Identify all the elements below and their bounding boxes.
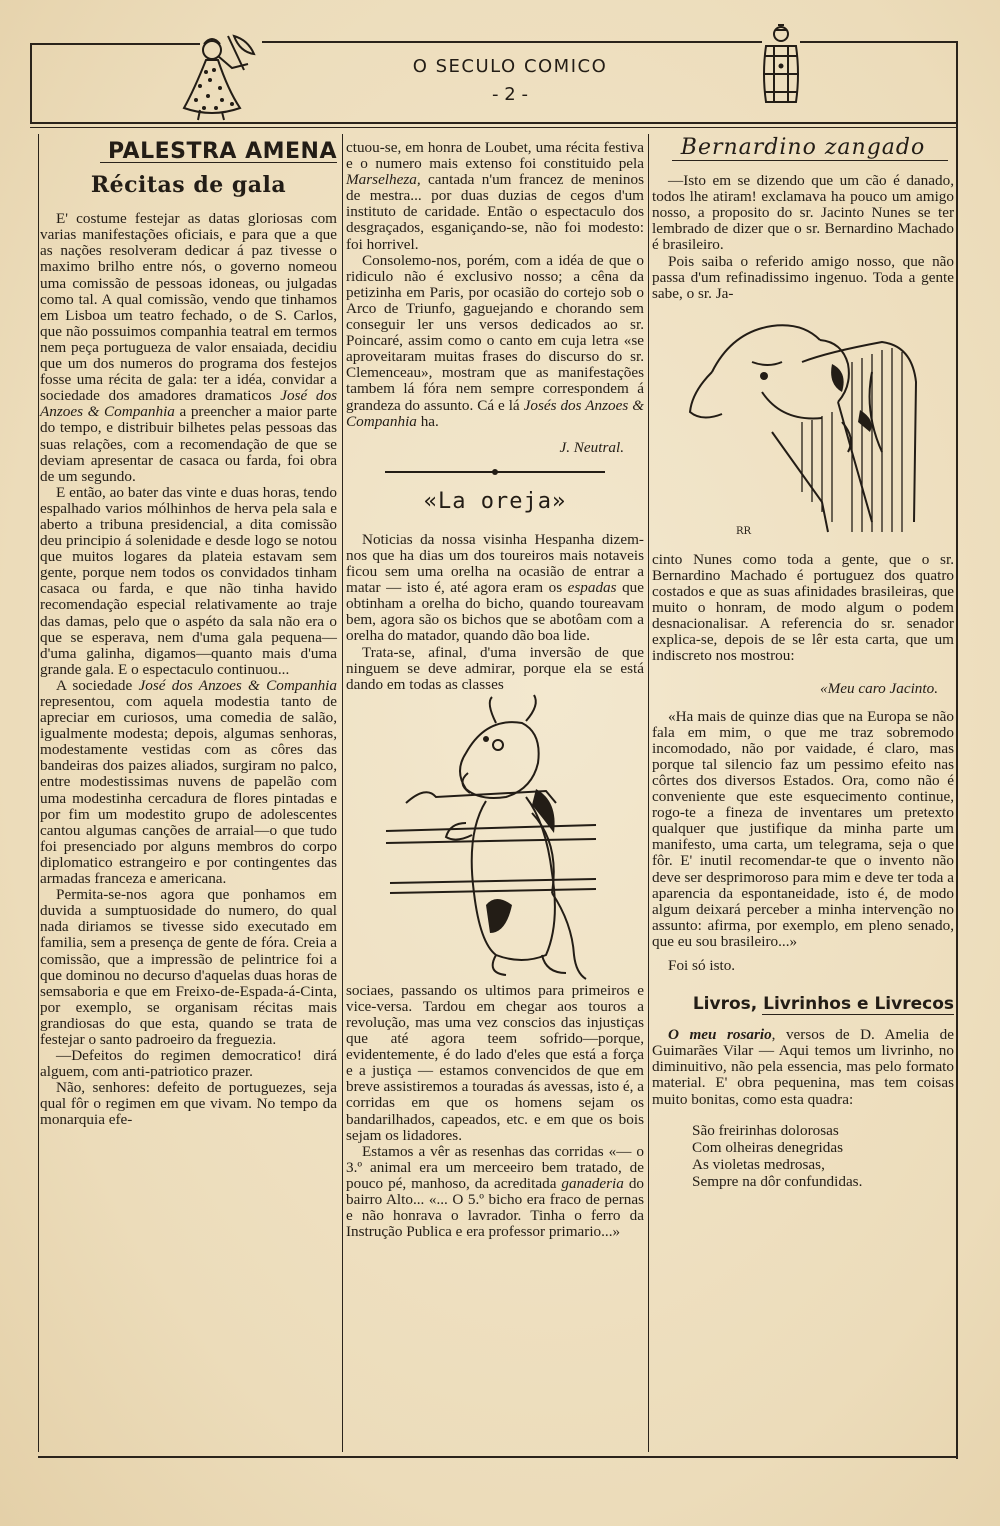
article-paragraph: Noticias da nossa visinha Hespanha dizem-nos que ha dias um dos toureiros mais notaveis ficou sem uma orelha na ocasião de entrar a matar — isto é, até agora eram os espadas que obtinham a orelha do bicho, quando toureavam bem, agora são os bichos que se abotôam com a orelha do matador, quando dão boa lide. — [346, 530, 645, 645]
article-paragraph: ctuou-se, em honra de Loubet, uma récita festiva e o numero mais extenso foi constituido pela Marselheza, cantada n'um francez de meninos de mestra... por duas duzias de cegos d'um instituto de caridade. Então o espectaculo dos desgraçados, esganiçando-se, não foi modesto: foi horrivel. — [346, 139, 644, 253]
article-paragraph: E então, ao bater das vinte e duas horas, tendo espalhado varios mólhinhos de herva pela sala e aberto a tribuna presidencial, a dita comissão deu principio á solenidade e desde logo se notou que muitos logares da plateia estavam sem gente, porque nem todos os convidados tinham casaca ou farda, e que não tinha havido recomendação especial relativamente ao traje das damas, pelo que o aspéto da sala não era o que se esperava, nem d'uma gala pequena—d'uma galinha, digamos—quanto mais d'uma grande gala. E o espectaculo continuou... — [40, 483, 337, 678]
headline-underline — [672, 160, 948, 161]
column-3 — [652, 135, 954, 1190]
article-paragraph: cinto Nunes como toda a gente, que o sr. Bernardino Machado é portuguez dos quatro costados e que as suas afinidades brasileiras, que muito o honram, de modo algum o podem desnacionalisar. A referencia do sr. senador explica-se, depois de se lêr esta carta, que um indiscreto nos mostrou: — [652, 550, 954, 665]
article-paragraph: —Isto em se dizendo que um cão é danado, todos lhe atiram! exclamava ha pouco um amigo nosso, a proposito do sr. Jacinto Nunes se ter lembrado de dizer que o sr. Bernardino Machado é brasileiro. — [652, 172, 954, 254]
bernardino-caricature-icon — [652, 302, 954, 552]
top-rule-left — [30, 43, 200, 45]
headline-bernardino-zangado: Bernardino zangado — [680, 135, 926, 160]
top-rule-right-end — [800, 41, 958, 43]
verse-line: Com olheiras denegridas — [692, 1138, 843, 1156]
headline-recitas-de-gala: Récitas de gala — [90, 172, 287, 199]
column-2 — [346, 140, 644, 1240]
ornament-divider-icon — [385, 468, 605, 476]
left-column-rule — [38, 134, 39, 1452]
article-paragraph: Consolemo-nos, porém, com a idéa de que o ridiculo não é exclusivo nosso; a cêna da petizinha em Paris, por ocasião do cortejo sob o Arco de Triunfo, gaguejando e chorando sem conseguir ler uns versos dedicados ao sr. Poincaré, assim como o canto em cuja letra «se aproveitaram muitas frases do discurso do sr. Clemenceau», mostram que as manifestações tambem lá fóra nem sempre correspondem á grandeza do assunto. Cá e lá Josés dos Anzoes & Companhia ha. — [346, 251, 645, 430]
verse-line: Sempre na dôr confundidas. — [692, 1172, 863, 1190]
poem-quatrain — [692, 1122, 954, 1190]
column-divider-1 — [342, 134, 343, 1452]
section-title-underline — [762, 1014, 954, 1015]
illustration-signature: RR — [736, 525, 752, 537]
headline-la-oreja: «La oreja» — [423, 488, 567, 514]
article-paragraph: —Defeitos do regimen democratico! dirá alguem, com anti-patriotico prazer. — [40, 1047, 337, 1081]
signature-j-neutral: J. Neutral. — [559, 438, 624, 456]
column-1 — [40, 140, 337, 1129]
barrel-figure-icon — [758, 22, 804, 108]
header-bottom-rule-2 — [30, 127, 958, 128]
top-rule-right — [262, 41, 762, 43]
left-frame-rule — [30, 43, 32, 123]
article-paragraph: Permita-se-nos agora que ponhamos em duvida a sumptuosidade do numero, do qual nada diriamos se tivesse sido executado em familia, sem a presença de gente de fóra. Creia a comissão, que a impressão de pelintrice foi a que dominou no decurso d'aquelas duas horas de semsaboria e que em Freixo-de-Espada-á-Cinta, por exemplo, se organisam récitas mais grandiosas do que esta, quando se trata de festejar o santo padroeiro da freguezia. — [40, 886, 337, 1048]
article-paragraph: Pois saiba o referido amigo nosso, que não passa d'um refinadissimo ingenuo. Toda a gente sabe, o sr. Ja- — [652, 252, 954, 302]
article-paragraph: Estamos a vêr as resenhas das corridas «— o 3.º animal era um merceeiro bem tratado, de pouco pé, manhoso, da acreditada ganaderia do bairro Alto... «... O 5.º bicho era fraco de pernas e não honrava o lavrador. Tinha o ferro da Instrução Publica e era professor primario...» — [346, 1142, 645, 1241]
section-title-livros: Livros, Livrinhos e Livrecos — [692, 994, 954, 1015]
right-frame-rule — [956, 41, 958, 1459]
article-paragraph: Trata-se, afinal, d'uma inversão de que ninguem se deve admirar, porque ela se está dando em todas as classes — [346, 643, 644, 693]
bull-illustration-icon — [346, 693, 644, 983]
column-divider-2 — [648, 134, 649, 1452]
verse-line: As violetas medrosas, — [692, 1155, 825, 1173]
page-number: - 2 - — [492, 84, 528, 105]
article-paragraph: A sociedade José dos Anzoes & Companhia representou, com aquela modestia tanto de apreciar em curiosos, uma comedia de salão, igualmente modesta; depois, algumas senhoras, modestamente vestidas com as côres das bandeiras dos paizes aliados, surgiram no palco, entre modestissimas nuvens de papelão com uma modestinha cercadura de flores pintadas e por fim um modestito grupo de adolescentes cantou algumas canções de arraial—o que tudo foi presenciado por alguns membros do corpo diplomatico estrangeiro e por contingentes das armadas franceza e americana. — [40, 676, 337, 888]
closing-line: Foi só isto. — [668, 957, 736, 974]
girl-with-umbrella-icon — [178, 30, 262, 124]
letter-greeting: «Meu caro Jacinto. — [820, 679, 938, 697]
footer-rule — [38, 1456, 958, 1458]
article-paragraph: E' costume festejar as datas gloriosas com varias manifestações oficiais, e para que a que as nações resolveram dedicar á paz tivesse o maximo brilho entre nós, o governo nomeou uma comissão de pessoas idoneas, ou julgadas como tal. A qual comissão, vendo que tinhamos em Lisboa um teatro fechado, o de S. Carlos, que não possuimos companhia teatral em termos nem peça portugueza de valor ensaiada, decidiu que um dos numeros do programa dos festejos fosse uma récita de gala: ter a idéa, convidar a sociedade dos amadores dramaticos José dos Anzoes & Companhia a preencher a maior parte do tempo, e distribuir bilhetes pelas pessoas das suas relações, com a recomendação de que se deviam apresentar de casaca ou farda, foi obra de um segundo. — [40, 210, 338, 485]
review-paragraph: O meu rosario, versos de D. Amelia de Guimarães Vilar — Aqui temos um livrinho, no diminuitivo, não pela essencia, mas pelo formato material. E' obra pequenina, mas tem coisas muito bonitas, como esta quadra: — [652, 1026, 954, 1108]
verse-line: São freirinhas dolorosas — [692, 1121, 839, 1139]
article-paragraph: Não, senhores: defeito de portuguezes, seja qual fôr o regimen em que vivam. No tempo da monarquia efe- — [40, 1079, 337, 1129]
letter-body: «Ha mais de quinze dias que na Europa se não fala em mim, o que me traz sobremodo incomodado, não por vaidade, é claro, mas porque tal silencio faz um pessimo efeito nas côrtes dos diversos Estados. Ora, como não é conveniente que este esquecimento continue, rogo-te a fineza de inventares um pretexto qualquer que justifique da minha parte um manifesto, uma carta, um telegrama, seja o que fôr. E' inutil recomendar-te que o invento não deve ser desprimoroso para mim e deve ter toda a aparencia da espontaneidade, isto é, de modo algum deixará perceber a minha intervenção no assunto: afirma, por exemplo, em pleno senado, que eu sou brasileiro...» — [652, 707, 954, 950]
section-title-palestra-amena: PALESTRA AMENA — [107, 139, 337, 164]
header-bottom-rule — [30, 122, 958, 124]
masthead-title: O SECULO COMICO — [412, 56, 608, 77]
article-paragraph: sociaes, passando os ultimos para primeiros e vice-versa. Tardou em chegar aos touros a revolução, mas uma vez conscios das injustiças que até agora teem sofrido—porque, evidentemente, é do lado d'eles que está a força e a justiça — estamos convencidos de que em breve assistiremos a touradas ás avessas, isto é, a corridas em que os homens sejam os bandarilhados, capeados, etc. e em que os bois sejam os lidadores. — [346, 981, 644, 1144]
